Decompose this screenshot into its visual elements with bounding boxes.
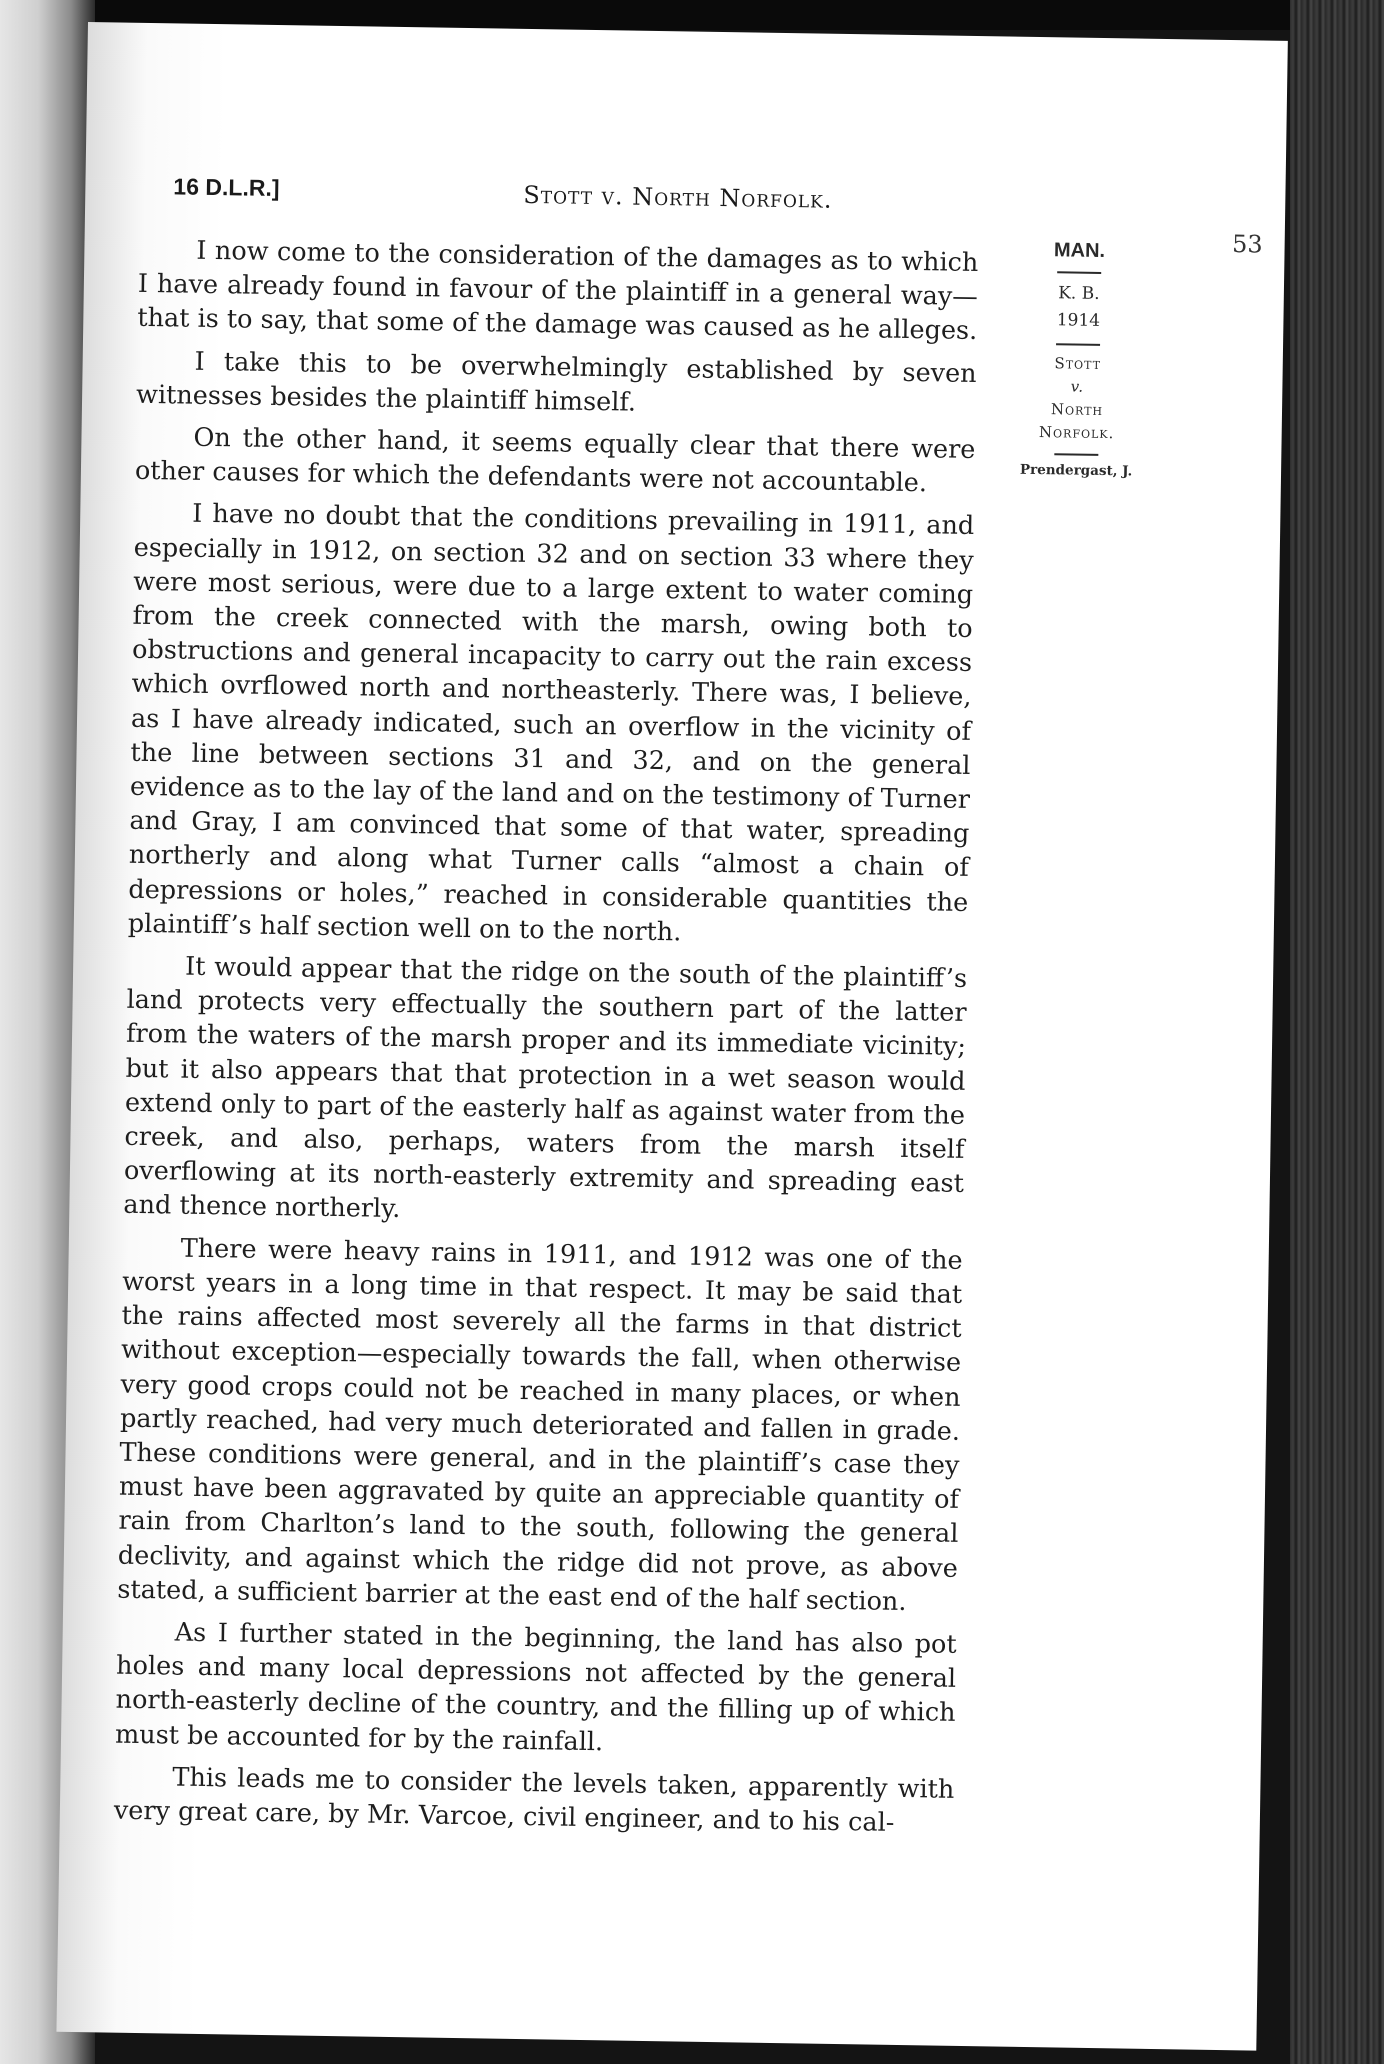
province-label: MAN. (1053, 239, 1106, 263)
divider (1054, 453, 1098, 456)
court-label: K. B. (1057, 283, 1100, 304)
volume-reference: 16 D.L.R.] (173, 173, 280, 202)
case-title: Stott v. North Norfolk. (523, 180, 833, 214)
paragraph: As I further stated in the beginning, the land has also pot holes and many local depressions not affected by the general north-easterly decline of the country, and the filling up of which must be accounted for by the rainfall. (114, 1617, 957, 1757)
paragraph: I take this to be overwhelmingly established by seven witnesses besides the plaintiff himself. (135, 346, 977, 418)
paragraph: It would appear that the ridge on the south of the plaintiff’s land protects very effectually the southern part of the latter from the waters of the marsh proper and its immediate vicinity; but it also appears that that protection in a wet season would extend only to part of the easterly half as against water from the creek, and also, perhaps, waters from the marsh itself overflowing at its north-easterly extremity and spreading east and thence northerly. (123, 951, 968, 1225)
paragraph: I now come to the consideration of the damages as to which I have already found in favour of the plaintiff in a general way—that is to say, that some of the damage was caused as he alleges. (137, 235, 979, 347)
judgment-text (114, 233, 979, 1849)
divider (1057, 271, 1101, 274)
party-defendant-line2: Norfolk. (1038, 422, 1115, 443)
paragraph: There were heavy rains in 1911, and 1912 was one of the worst years in a long time in that respect. It may be said that the rains affected most severely all the farms in that district without exception—especially towards the fall, when otherwise very good crops could not be reached in many places, or when partly reached, had very much deteriorated and fallen in grade. These conditions were general, and in the plaintiff’s case they must have been aggravated by quite an appreciable quantity of rain from Charlton’s land to the south, following the general declivity, and against which the ridge did not prove, as above stated, a sufficient barrier at the east end of the half section. (117, 1233, 963, 1617)
margin-notes (1001, 238, 1155, 479)
party-defendant-line1: North (1050, 400, 1104, 419)
book-page (56, 22, 1287, 2051)
party-plaintiff: Stott (1054, 354, 1102, 373)
divider (1056, 343, 1100, 346)
paragraph: This leads me to consider the levels taken, apparently with very great care, by Mr. Varcoe, civil engineer, and to his cal- (113, 1762, 955, 1838)
paragraph: I have no doubt that the conditions prevailing in 1911, and especially in 1912, on section 32 and on section 33 where they were most serious, were due to a large extent to water coming from the creek connected with the marsh, owing both to obstructions and general incapacity to carry out the rain excess which ovrflowed north and northeasterly. There was, I believe, as I have already indicated, such an overflow in the vicinity of the line between sections 31 and 32, and on the general evidence as to the lay of the land and on the testimony of Turner and Gray, I am convinced that some of that water, spreading northerly and along what Turner calls “almost a chain of depressions or holes,” reached in considerable quantities the plaintiff’s half section well on to the north. (127, 499, 975, 948)
paragraph: On the other hand, it seems equally clear that there were other causes for which the defendants were not accountable. (134, 422, 976, 499)
judge-name: Prendergast, J. (1019, 461, 1133, 480)
year-label: 1914 (1056, 310, 1101, 331)
versus-label: v. (1070, 377, 1085, 396)
book-page-edges (1290, 0, 1384, 2064)
page-number: 53 (1231, 229, 1263, 259)
